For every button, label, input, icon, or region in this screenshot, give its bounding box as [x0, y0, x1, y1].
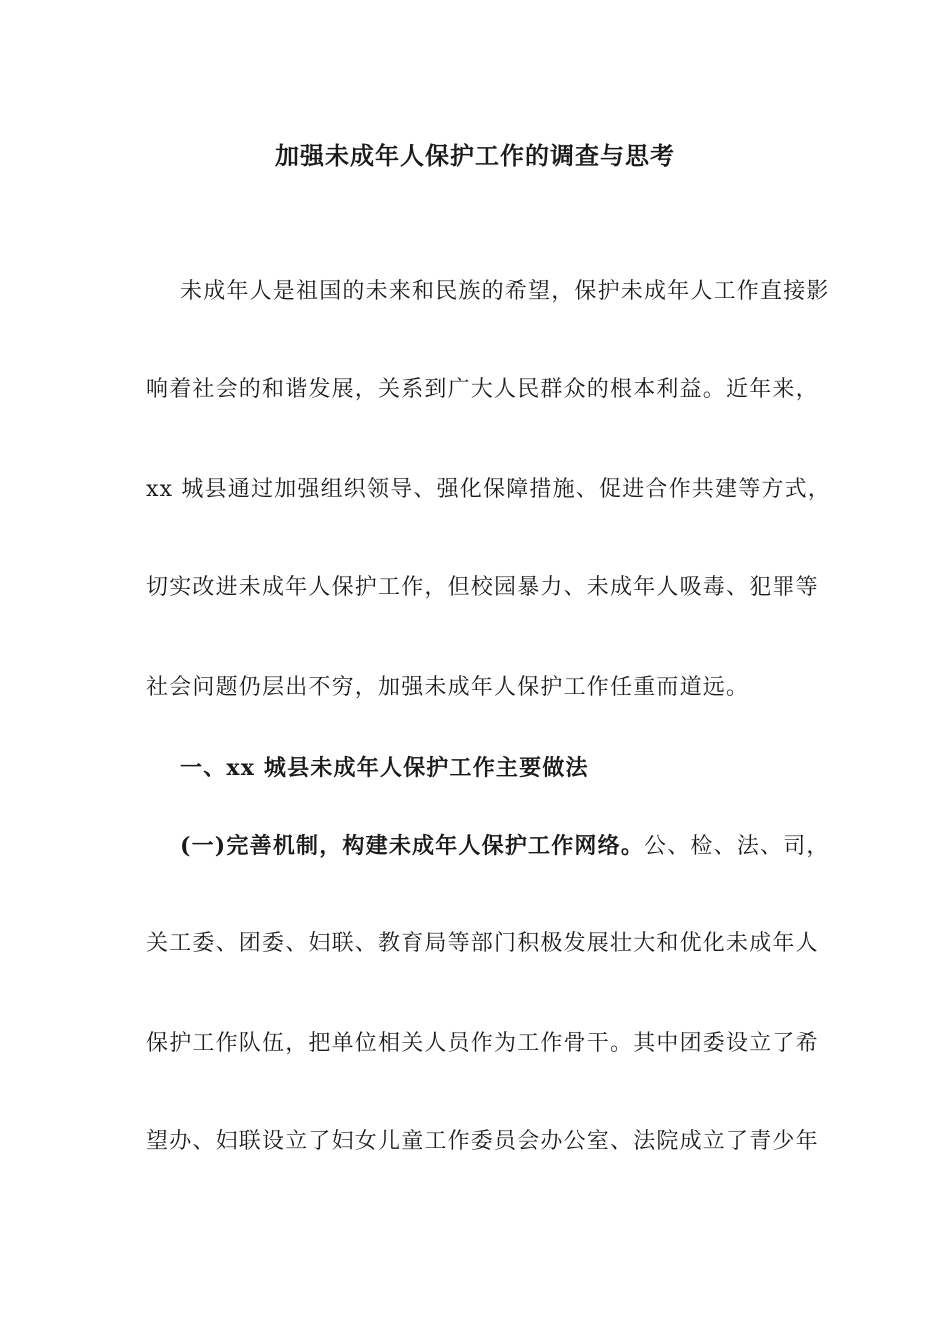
- paragraph-line: 社会问题仍层出不穷，加强未成年人保护工作任重而道远。: [146, 675, 750, 700]
- paragraph-line: 未成年人是祖国的未来和民族的希望，保护未成年人工作直接影: [180, 279, 830, 304]
- paragraph-line: 望办、妇联设立了妇女儿童工作委员会办公室、法院成立了青少年: [146, 1129, 819, 1154]
- subsection-lead: (一)完善机制，构建未成年人保护工作网络。: [180, 833, 645, 859]
- subsection-first-line: [180, 826, 840, 867]
- paragraph-line: 保护工作队伍，把单位相关人员作为工作骨干。其中团委设立了希: [146, 1031, 819, 1056]
- paragraph-line: 关工委、团委、妇联、教育局等部门积极发展壮大和优化未成年人: [146, 931, 819, 956]
- subsection-lead-rest: 公、检、法、司，: [644, 834, 830, 859]
- section-heading: 一、xx 城县未成年人保护工作主要做法: [180, 755, 589, 781]
- document-title: 加强未成年人保护工作的调查与思考: [275, 141, 675, 170]
- paragraph-line: xx 城县通过加强组织领导、强化保障措施、促进合作共建等方式，: [146, 477, 832, 502]
- paragraph-line: 切实改进未成年人保护工作，但校园暴力、未成年人吸毒、犯罪等: [146, 575, 819, 600]
- paragraph-line: 响着社会的和谐发展，关系到广大人民群众的根本利益。近年来，: [146, 377, 819, 402]
